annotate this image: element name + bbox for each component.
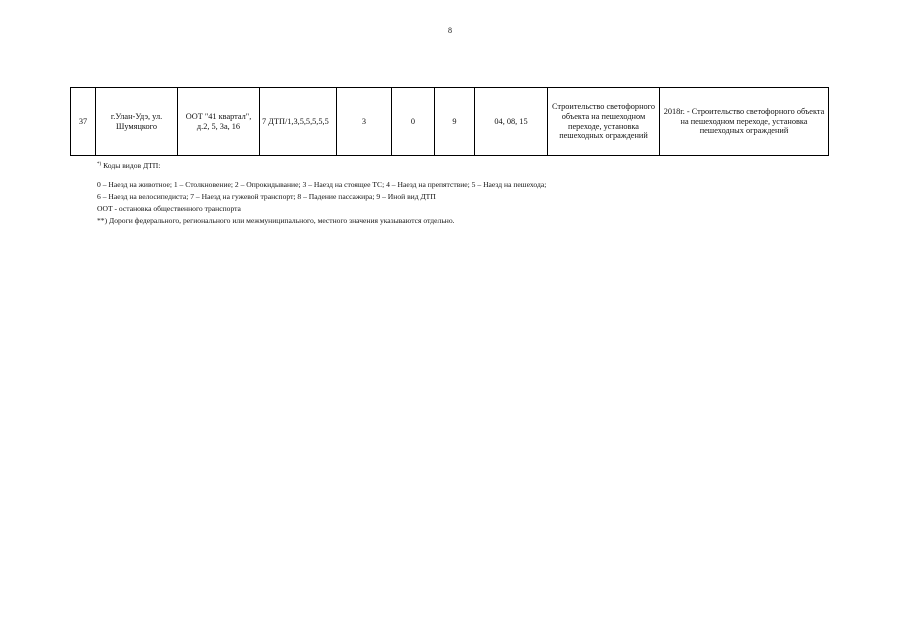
dtp-types-cell: 7 ДТП/1,3,5,5,5,5,5 xyxy=(260,88,337,156)
count-cell: 3 xyxy=(337,88,392,156)
footnote-line: ООТ - остановка общественного транспорта xyxy=(97,204,241,213)
footnote-mark: *) xyxy=(97,162,102,167)
footnote-title-text: Коды видов ДТП: xyxy=(101,161,161,170)
footnote-line: **) Дороги федерального, регионального или межмуниципального, местного значения указываются отдельно. xyxy=(97,216,455,225)
months-cell: 04, 08, 15 xyxy=(475,88,548,156)
plan-cell: 2018г. - Строительство светофорного объекта на пешеходном переходе, установка пешеходных ограждений xyxy=(660,88,829,156)
footnote-title xyxy=(97,160,546,172)
dtp-table xyxy=(70,87,829,156)
page-number: 8 xyxy=(448,26,452,35)
count-cell: 0 xyxy=(392,88,435,156)
count-cell: 9 xyxy=(435,88,475,156)
measures-cell: Строительство светофорного объекта на пешеходном переходе, установка пешеходных ограждений xyxy=(548,88,660,156)
footnotes xyxy=(97,160,546,227)
table-row xyxy=(71,88,829,156)
location-cell: г.Улан-Удэ, ул. Шумяцкого xyxy=(96,88,178,156)
footnote-line: 0 – Наезд на животное; 1 – Столкновение; 2 – Опрокидывание; 3 – Наезд на стоящее ТС; 4 – Наезд на препятствие; 5 – Наезд на пешехода; xyxy=(97,180,547,189)
row-number-cell: 37 xyxy=(71,88,96,156)
footnote-line: 6 – Наезд на велосипедиста; 7 – Наезд на гужевой транспорт; 8 – Падение пассажира; 9 – Иной вид ДТП xyxy=(97,192,436,201)
object-cell: ООТ "41 квартал", д.2, 5, 3а, 16 xyxy=(178,88,260,156)
